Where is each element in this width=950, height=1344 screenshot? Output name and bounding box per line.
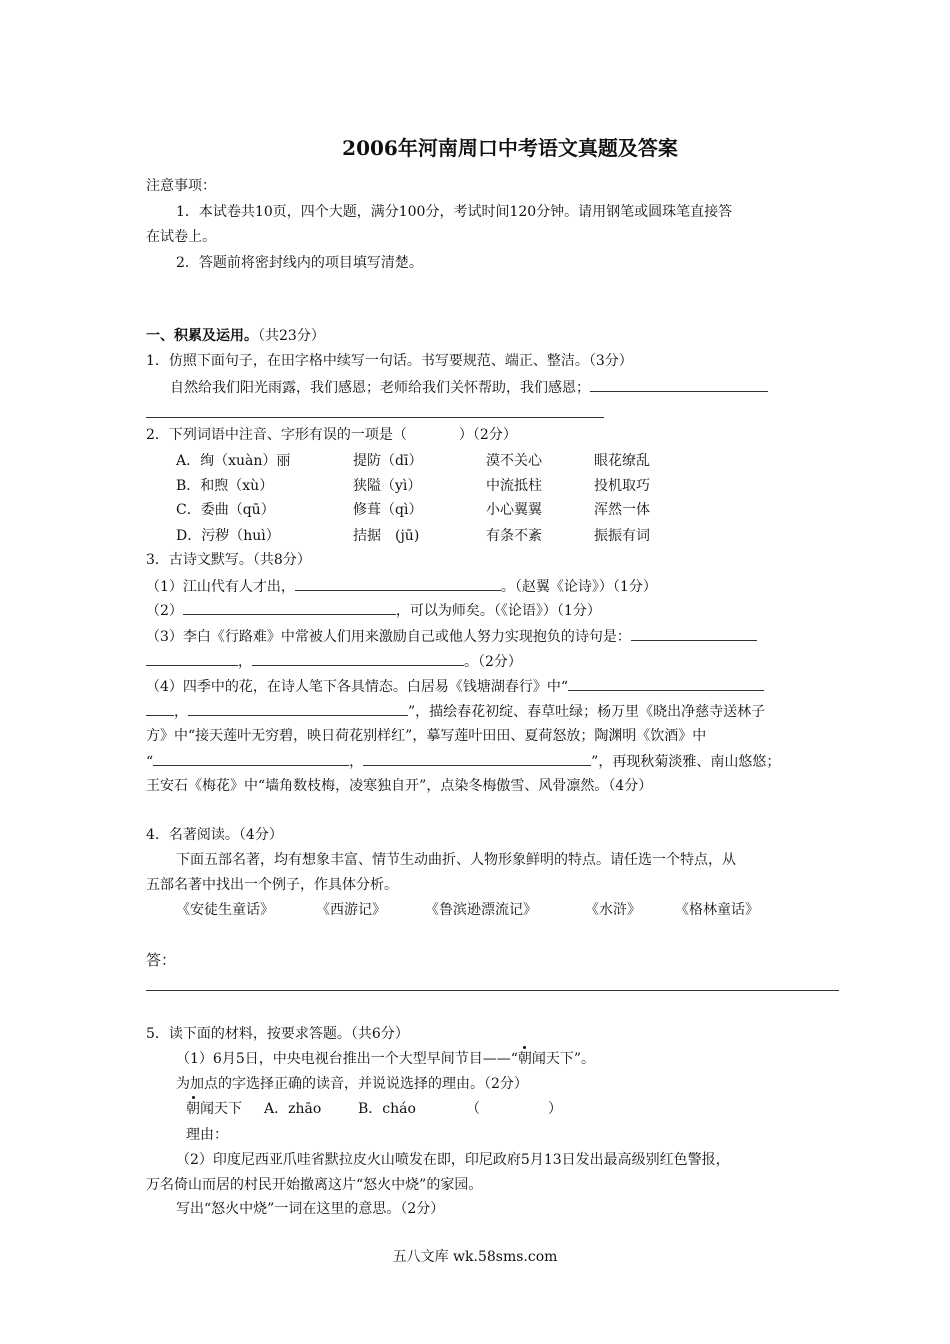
q4-book-3: 《鲁滨逊漂流记》 xyxy=(425,902,537,918)
q5-p2-task: 写出“怒火中烧”一词在这里的意思。（2分） xyxy=(176,1201,445,1217)
q2-d-word1: D．污秽（huì） xyxy=(176,528,280,544)
q5-reason-label: 理由： xyxy=(186,1127,228,1143)
q5-p1-text-a: （1）6月5日，中央电视台推出一个大型早间节目——“ xyxy=(176,1051,518,1067)
q3-p1-text-a: （1）江山代有人才出， xyxy=(146,579,295,595)
q3-p3-text-c: 。（2分） xyxy=(464,654,522,670)
notice-item-1-cont: 在试卷上。 xyxy=(146,229,216,245)
q2-stem-text: 2．下列词语中注音、字形有误的一项是（ xyxy=(146,427,407,443)
q5-opt-word-rest: 闻天下 xyxy=(200,1101,242,1117)
q5-part-2-line-2: 万名倚山而居的村民开始撤离这片“怒火中烧”的家园。 xyxy=(146,1177,483,1193)
q1-stem: 1．仿照下面句子，在田字格中续写一句话。书写要规范、端正、整洁。（3分） xyxy=(146,353,633,369)
q2-a-word4: 眼花缭乱 xyxy=(594,453,650,469)
q3-p3-blank-1a[interactable] xyxy=(631,626,757,641)
q2-d-word4: 振振有词 xyxy=(594,528,650,544)
q2-d-word2: 拮据 (jū) xyxy=(353,528,420,544)
q3-p2-blank[interactable] xyxy=(183,600,396,615)
q4-book-list xyxy=(176,900,759,920)
q3-part-1 xyxy=(146,576,657,597)
q3-p1-blank[interactable] xyxy=(295,576,501,591)
q3-part-4-line-2 xyxy=(146,701,765,722)
q1-example-text: 自然给我们阳光雨露，我们感恩；老师给我们关怀帮助，我们感恩； xyxy=(170,380,590,396)
q5-paren-right: ） xyxy=(548,1101,562,1117)
q2-a-word3: 漠不关心 xyxy=(486,453,542,469)
q1-example xyxy=(170,377,768,398)
q5-part-1 xyxy=(176,1049,595,1069)
q4-body-line-2: 五部名著中找出一个例子，作具体分析。 xyxy=(146,877,398,893)
q3-p4-text-2b: ”，描绘春花初绽、春草吐绿；杨万里《晓出净慈寺送林子 xyxy=(408,704,766,720)
q3-p2-text-a: （2） xyxy=(146,603,183,619)
q5-p1-options xyxy=(186,1099,562,1119)
q3-p4-text-1: （4）四季中的花，在诗人笔下各具情态。白居易《钱塘湖春行》中“ xyxy=(146,679,569,695)
q2-option-b[interactable] xyxy=(176,476,650,496)
section-1-heading xyxy=(146,326,325,346)
q3-p1-text-b: 。（赵翼《论诗》）（1分） xyxy=(500,579,657,595)
q5-option-a[interactable]: A．zhāo xyxy=(264,1101,322,1117)
q4-answer-line[interactable] xyxy=(146,990,839,991)
q3-part-3 xyxy=(146,626,757,647)
notice-heading: 注意事项： xyxy=(146,178,216,194)
q5-opt-dotted-char: 朝 xyxy=(186,1101,200,1117)
q2-b-word2: 狭隘（yì） xyxy=(353,478,422,494)
q3-p4-text-4c: ”，再现秋菊淡雅、南山悠悠； xyxy=(591,754,781,770)
q4-book-1: 《安徒生童话》 xyxy=(176,902,274,918)
section-1-title: 一、积累及运用。 xyxy=(146,328,258,344)
q3-p2-text-b: ，可以为师矣。（《论语》）（1分） xyxy=(395,603,601,619)
section-1-points: （共23分） xyxy=(258,328,325,344)
q5-p1-task: 为加点的字选择正确的读音，并说说选择的理由。（2分） xyxy=(176,1076,528,1092)
q5-p1-dotted-char: 朝 xyxy=(517,1051,532,1067)
q2-stem-points: ）（2分） xyxy=(458,427,517,443)
page-footer: 五八文库 wk.58sms.com xyxy=(392,1249,558,1265)
q5-p1-text-b: 闻天下”。 xyxy=(531,1051,596,1067)
q3-p4-blank-4[interactable] xyxy=(363,751,591,766)
q5-stem: 5．读下面的材料，按要求答题。（共6分） xyxy=(146,1026,409,1042)
q3-part-4-line-4 xyxy=(146,751,780,772)
q3-part-2 xyxy=(146,600,601,621)
q4-answer-label: 答： xyxy=(146,951,177,969)
q3-p4-blank-1a[interactable] xyxy=(568,676,764,691)
q1-answer-blank-1[interactable] xyxy=(590,377,768,392)
q3-p4-text-2a: ， xyxy=(174,704,188,720)
notice-item-2: 2．答题前将密封线内的项目填写清楚。 xyxy=(176,255,423,271)
q4-book-4: 《水浒》 xyxy=(585,902,641,918)
q3-p4-blank-2[interactable] xyxy=(188,701,408,716)
q3-part-4-line-1 xyxy=(146,676,764,697)
q3-part-4-line-5: 王安石《梅花》中“墙角数枝梅，凌寒独自开”，点染冬梅傲雪、风骨凛然。（4分） xyxy=(146,778,653,794)
q3-p3-text-b: ， xyxy=(238,654,252,670)
q5-option-b[interactable]: B．cháo xyxy=(358,1101,416,1117)
q3-p4-text-4b: ， xyxy=(349,754,364,770)
q4-book-5: 《格林童话》 xyxy=(675,902,759,918)
q3-p4-blank-1b[interactable] xyxy=(146,701,174,716)
q3-part-4-line-3: 方》中“接天莲叶无穷碧，映日荷花别样红”，摹写莲叶田田、夏荷怒放；陶渊明《饮酒》中 xyxy=(146,728,707,744)
q3-stem: 3．古诗文默写。（共8分） xyxy=(146,552,311,568)
q2-option-d[interactable] xyxy=(176,526,650,546)
q5-part-2-line-1: （2）印度尼西亚爪哇省默拉皮火山喷发在即，印尼政府5月13日发出最高级别红色警报， xyxy=(176,1152,730,1168)
q3-p4-text-4a: “ xyxy=(146,754,154,770)
q2-b-word4: 投机取巧 xyxy=(594,478,650,494)
q2-d-word3: 有条不紊 xyxy=(486,528,542,544)
q2-b-word3: 中流抵柱 xyxy=(486,478,542,494)
q2-option-a[interactable] xyxy=(176,451,650,471)
q2-a-word2: 提防（dī） xyxy=(353,453,423,469)
q2-stem xyxy=(146,425,517,445)
q4-book-2: 《西游记》 xyxy=(316,902,386,918)
document-title: 2006年河南周口中考语文真题及答案 xyxy=(342,136,678,160)
q1-answer-blank-2[interactable] xyxy=(146,417,604,418)
q5-paren-left[interactable]: （ xyxy=(466,1101,480,1117)
q3-p3-blank-2[interactable] xyxy=(252,651,464,666)
q3-p3-blank-1b[interactable] xyxy=(146,651,238,666)
q3-part-3-cont xyxy=(146,651,522,672)
q2-c-word1: C．委曲（qū） xyxy=(176,502,275,518)
notice-item-1: 1．本试卷共10页，四个大题，满分100分，考试时间120分钟。请用钢笔或圆珠笔直接答 xyxy=(176,204,733,220)
q2-a-word1: A．绚（xuàn）丽 xyxy=(176,453,291,469)
q3-p3-text-a: （3）李白《行路难》中常被人们用来激励自己或他人努力实现抱负的诗句是： xyxy=(146,629,631,645)
q2-c-word3: 小心翼翼 xyxy=(486,502,542,518)
q2-option-c[interactable] xyxy=(176,500,650,520)
q3-p4-blank-3[interactable] xyxy=(153,751,349,766)
q2-c-word2: 修葺（qì） xyxy=(353,502,423,518)
q4-body-line-1: 下面五部名著，均有想象丰富、情节生动曲折、人物形象鲜明的特点。请任选一个特点，从 xyxy=(176,852,736,868)
q4-stem: 4．名著阅读。（4分） xyxy=(146,827,283,843)
q2-c-word4: 浑然一体 xyxy=(594,502,650,518)
q2-b-word1: B．和煦（xù） xyxy=(176,478,274,494)
